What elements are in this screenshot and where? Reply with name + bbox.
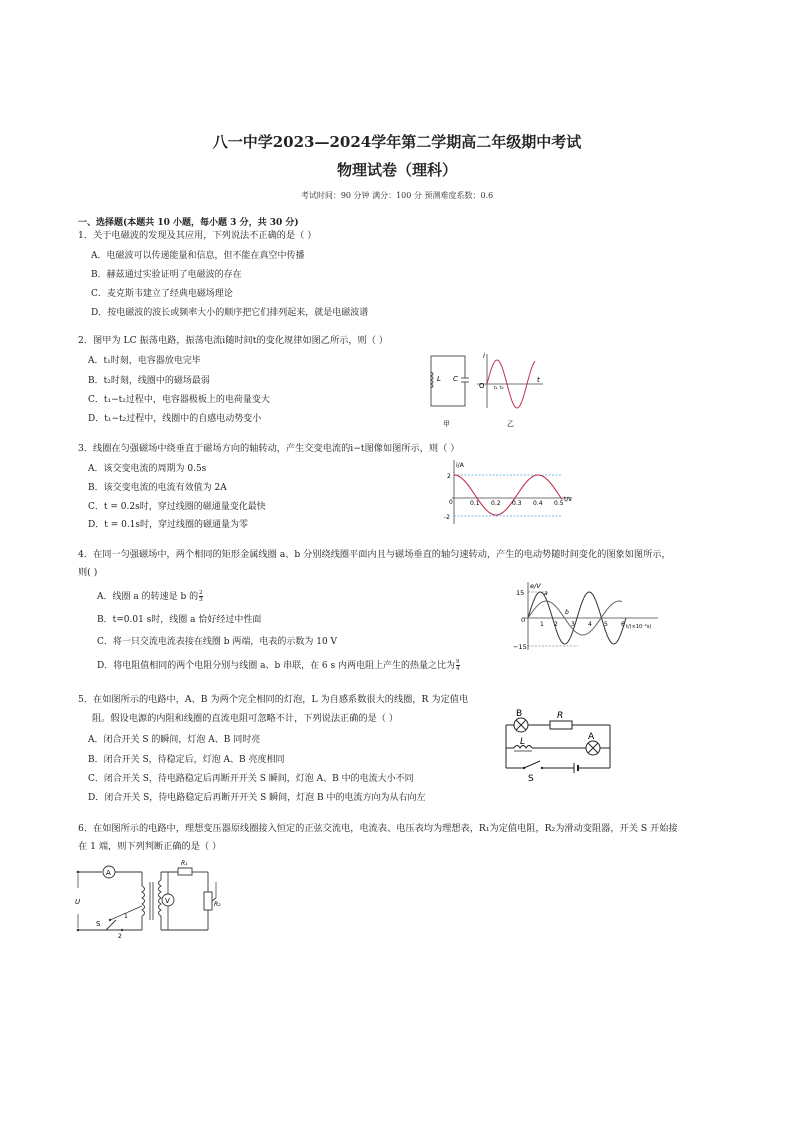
q3-current-curve — [454, 475, 562, 515]
q4-stem: 4．在同一匀强磁场中，两个相同的矩形金属线圈 a、b 分别绕线圈平面内且与磁场垂直的轴匀速转动，产生的电动势随时间变化的图象如图所示， — [78, 549, 671, 560]
section-heading: 一、选择题(本题共 10 小题，每小题 3 分，共 30 分) — [78, 218, 299, 228]
q2-option-c: C．t₁−t₂过程中，电容器极板上的电荷量变大 — [88, 395, 270, 405]
label-c: C — [453, 375, 458, 383]
label-t: t — [537, 376, 540, 384]
q4-tick-6: 6 — [621, 621, 625, 628]
q4-label-b: b — [565, 609, 569, 616]
q5-stem-cont: 阻。假设电源的内阻和线圈的直流电阻可忽略不计，下列说法正确的是（ ） — [92, 713, 399, 724]
q3-tick-05: 0.5 — [554, 500, 564, 507]
q4-option-c: C．将一只交流电流表接在线圈 b 两端，电表的示数为 10 V — [97, 637, 338, 647]
resistor-r1-icon — [178, 868, 192, 875]
q3-option-a: A．该交变电流的周期为 0.5s — [88, 464, 207, 474]
q3-option-b: B．该交变电流的电流有效值为 2A — [88, 483, 227, 493]
q6-stem-cont: 在 1 端，则下列判断正确的是（ ） — [78, 841, 222, 852]
q5-option-a: A．闭合开关 S 的瞬间，灯泡 A、B 同时亮 — [88, 735, 261, 745]
q6-label-u: U — [75, 898, 81, 906]
q4-a-frac-num: 2 — [199, 590, 203, 596]
q4-d-frac-den: 4 — [456, 666, 460, 672]
q5-stem: 5．在如图所示的电路中，A、B 为两个完全相同的灯泡，L 为自感系数很大的线圈，R 为定值电 — [78, 694, 469, 705]
q4-tick-4: 4 — [588, 621, 592, 628]
q4-option-a-fraction — [199, 590, 203, 603]
q4-tick-5: 5 — [604, 621, 608, 628]
q4-tick-15: 15 — [516, 589, 525, 597]
q6-circuit — [70, 858, 230, 938]
q6-stem: 6．在如图所示的电路中，理想变压器原线圈接入恒定的正弦交流电，电流表、电压表均为理想表，R₁为定值电阻，R₂为滑动变阻器，开关 S 开始接 — [78, 823, 678, 834]
q4-a-frac-den: 3 — [199, 597, 203, 603]
q3-tick-04: 0.4 — [533, 500, 543, 507]
q4-option-a-text: A．线圈 a 的转速是 b 的 — [97, 592, 199, 602]
q4-xlabel: t/(×10⁻²s) — [626, 624, 652, 630]
q5-label-s: S — [528, 774, 534, 784]
q6-label-1: 1 — [124, 913, 128, 920]
switch-s-lever — [106, 920, 116, 930]
q4-d-frac-num: 9 — [456, 659, 460, 665]
q4-tick-0: 0 — [521, 616, 526, 624]
exam-title: 八一中学2023—2024学年第二学期高二年级期中考试 — [212, 133, 582, 151]
terminal-top — [77, 871, 80, 874]
q5-option-b: B．闭合开关 S，待稳定后，灯泡 A、B 亮度相同 — [88, 755, 285, 765]
q4-stem-cont: 则( ) — [78, 567, 98, 578]
label-t2: t₂ — [500, 386, 504, 391]
q2-option-a: A．t₁时刻，电容器放电完毕 — [88, 356, 201, 366]
q4-ylabel: e/V — [530, 582, 541, 590]
q3-xlabel: t/s — [564, 496, 572, 503]
q5-label-b: B — [516, 709, 523, 719]
q6-label-a: A — [106, 869, 111, 877]
q4-option-d — [97, 658, 460, 672]
q3-stem: 3．线圈在匀强磁场中绕垂直于磁场方向的轴转动，产生交变电流的i−t图像如图所示，则（ ） — [78, 443, 460, 454]
q3-option-c: C．t = 0.2s时，穿过线圈的磁通量变化最快 — [88, 502, 266, 512]
q3-tick-2: 2 — [447, 473, 451, 480]
q3-graph — [440, 458, 575, 526]
switch-contact-2 — [121, 929, 123, 931]
q1-option-b: B．赫兹通过实验证明了电磁波的存在 — [91, 270, 242, 280]
label-i: i — [483, 352, 485, 360]
q3-option-d: D．t = 0.1s时，穿过线圈的磁通量为零 — [88, 520, 249, 530]
rheostat-r2-icon — [204, 892, 212, 910]
q4-option-b: B．t=0.01 s时，线圈 a 恰好经过中性面 — [97, 615, 262, 625]
q5-label-l: L — [520, 737, 526, 747]
q3-tick-01: 0.1 — [470, 500, 480, 507]
q2-figure — [425, 350, 545, 430]
q5-option-d: D．闭合开关 S，待电路稳定后再断开开关 S 瞬间，灯泡 B 中的电流方向为从右向左 — [88, 793, 426, 803]
q6-label-v: V — [165, 897, 170, 905]
q6-label-r1: R₁ — [181, 860, 188, 867]
q3-tick-neg2: -2 — [444, 514, 450, 521]
q4-tick-neg15: −15 — [513, 643, 527, 651]
resistor-r-icon — [550, 721, 572, 729]
q6-label-2: 2 — [118, 933, 122, 938]
caption-jia: 甲 — [443, 420, 450, 428]
q5-option-c: C．闭合开关 S，待电路稳定后再断开开关 S 瞬间，灯泡 A、B 中的电流大小不同 — [88, 774, 414, 784]
q4-option-d-text: D．将电阻值相同的两个电阻分别与线圈 a、b 串联，在 6 s 内两电阻上产生的热量之比为 — [97, 661, 455, 671]
q3-tick-02: 0.2 — [491, 500, 501, 507]
q6-label-s: S — [96, 920, 101, 928]
q4-tick-1: 1 — [540, 621, 544, 628]
q1-option-a: A．电磁波可以传递能量和信息，但不能在真空中传播 — [91, 251, 305, 261]
q6-label-r2: R₂ — [214, 901, 221, 908]
q2-option-b: B．t₂时刻，线圈中的磁场最弱 — [88, 376, 210, 386]
label-t1: t₁ — [494, 386, 498, 391]
q1-stem: 1．关于电磁波的发现及其应用，下列说法不正确的是（ ） — [78, 230, 317, 241]
q5-label-r: R — [557, 711, 564, 721]
q2-option-d: D．t₁−t₂过程中，线圈中的自感电动势变小 — [88, 414, 262, 424]
q2-stem: 2．图甲为 LC 振荡电路，振荡电流i随时间t的变化规律如图乙所示，则（ ） — [78, 335, 388, 346]
q1-option-d: D．按电磁波的波长或频率大小的顺序把它们排列起来，就是电磁波谱 — [91, 308, 369, 318]
q4-tick-2: 2 — [554, 621, 558, 628]
q5-label-a: A — [588, 732, 595, 742]
q4-tick-3: 3 — [571, 621, 575, 628]
exam-subtitle: 物理试卷（理科） — [336, 161, 457, 179]
primary-coil-icon — [142, 886, 145, 916]
switch-s-icon — [524, 761, 540, 768]
label-l: L — [437, 375, 441, 383]
q4-option-a — [97, 589, 203, 603]
q4-graph — [508, 580, 678, 652]
q3-ylabel: i/A — [456, 462, 464, 469]
q4-label-a: a — [544, 590, 548, 597]
secondary-coil-icon — [159, 880, 162, 916]
caption-yi: 乙 — [507, 420, 514, 428]
q5-circuit — [498, 708, 618, 784]
label-o: O — [479, 382, 485, 390]
q4-option-d-fraction — [456, 659, 460, 672]
exam-meta: 考试时间：90 分钟 满分：100 分 预测难度系数：0.6 — [300, 191, 494, 200]
q3-tick-03: 0.3 — [512, 500, 522, 507]
q3-tick-0: 0 — [449, 499, 453, 506]
q1-option-c: C．麦克斯韦建立了经典电磁场理论 — [91, 289, 233, 299]
